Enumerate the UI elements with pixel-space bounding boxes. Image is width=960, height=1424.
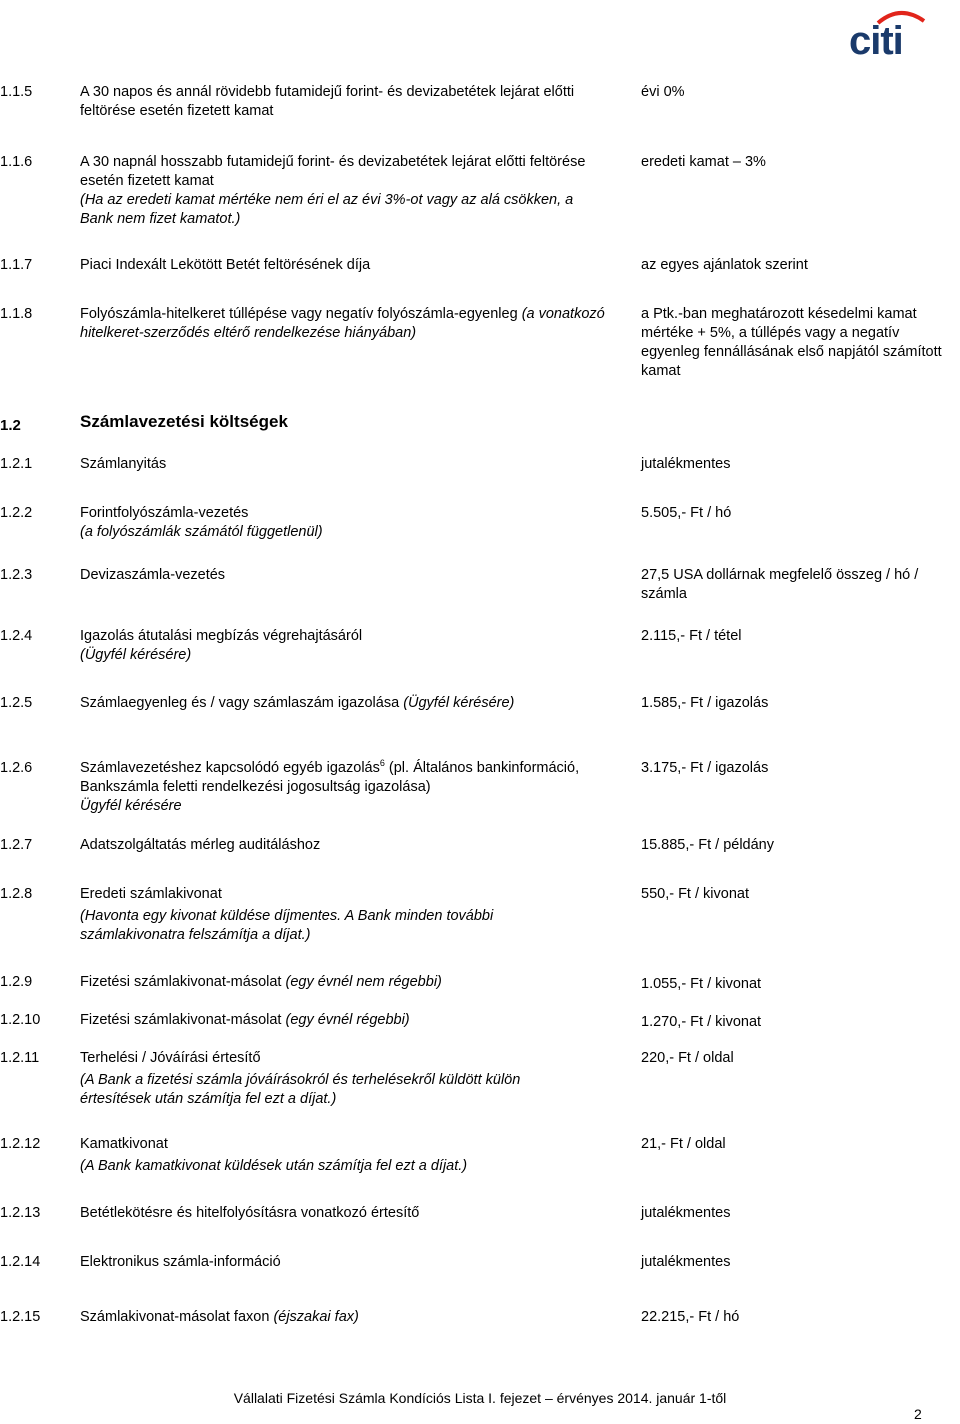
item-value: 550,- Ft / kivonat: [641, 886, 749, 902]
item-description: Piaci Indexált Lekötött Betét feltörésének díja: [80, 257, 371, 273]
item-description-block: [80, 1135, 620, 1176]
item-description-block: [80, 153, 600, 229]
item-number: 1.2.10: [0, 1012, 41, 1028]
item-number: 1.2.4: [0, 628, 33, 644]
item-number: 1.2.7: [0, 837, 33, 853]
item-note: (egy évnél nem régebbi): [285, 974, 442, 990]
item-value: jutalékmentes: [641, 1205, 731, 1221]
item-description: Adatszolgáltatás mérleg auditáláshoz: [80, 837, 321, 853]
item-note: (A Bank a fizetési számla jóváírásokról és terhelésekről küldött külön értesítések után számítja fel ezt a díjat.): [80, 1072, 521, 1107]
item-description: Számlakivonat-másolat faxon: [80, 1309, 270, 1325]
item-description: Számlavezetéshez kapcsolódó egyéb igazolás: [80, 760, 380, 776]
item-note: (Ügyfél kérésére): [403, 695, 515, 711]
page-number: 2: [914, 1406, 922, 1422]
logo-text: citi: [849, 19, 903, 58]
item-number: 1.1.5: [0, 84, 33, 100]
item-value: 21,- Ft / oldal: [641, 1136, 726, 1152]
item-description: Eredeti számlakivonat: [80, 886, 222, 902]
item-value: 27,5 USA dollárnak megfelelő összeg / hó / számla: [641, 567, 919, 602]
item-description: Forintfolyószámla-vezetés: [80, 505, 249, 521]
item-description: A 30 napnál hosszabb futamidejű forint- és devizabetétek lejárat előtti feltörése esetén fizetett kamat: [80, 154, 586, 189]
item-number: 1.2.8: [0, 886, 33, 902]
item-note: (Havonta egy kivonat küldése díjmentes. A Bank minden további számlakivonatra felszámítja a díjat.): [80, 908, 494, 943]
item-number: 1.2.6: [0, 760, 33, 776]
item-description-block: [80, 1049, 590, 1109]
section-number: 1.2: [0, 417, 21, 434]
item-number: 1.2.9: [0, 974, 33, 990]
item-description-block: [80, 1011, 620, 1030]
item-number: 1.2.15: [0, 1309, 41, 1325]
item-note: (egy évnél régebbi): [285, 1012, 410, 1028]
item-value: jutalékmentes: [641, 456, 731, 472]
item-number: 1.1.6: [0, 154, 33, 170]
footnote-marker: 6: [379, 758, 385, 769]
item-number: 1.2.5: [0, 695, 33, 711]
item-description: Igazolás átutalási megbízás végrehajtásáról: [80, 628, 363, 644]
item-value: 220,- Ft / oldal: [641, 1050, 734, 1066]
item-description-detail: (pl. Általános bankinformáció, Bankszámla feletti rendelkezési jogosultság igazolása): [80, 760, 580, 795]
item-note: (a vonatkozó hitelkeret-szerződés eltérő rendelkezése hiányában): [80, 306, 605, 341]
item-description: A 30 napos és annál rövidebb futamidejű forint- és devizabetétek lejárat előtti feltörése esetén fizetett kamat: [80, 84, 575, 119]
citi-logo: [848, 6, 930, 58]
item-description: Számlanyitás: [80, 456, 167, 472]
item-description: Fizetési számlakivonat-másolat: [80, 974, 282, 990]
item-value: jutalékmentes: [641, 1254, 731, 1270]
item-description-block: [80, 759, 605, 816]
item-number: 1.2.11: [0, 1050, 40, 1066]
item-description-block: [80, 305, 610, 343]
item-description: Fizetési számlakivonat-másolat: [80, 1012, 282, 1028]
item-description: Elektronikus számla-információ: [80, 1254, 281, 1270]
item-value: a Ptk.-ban meghatározott késedelmi kamat mértéke + 5%, a túllépés vagy a negatív egyenleg fennállásának első napjától számított kamat: [641, 306, 942, 379]
item-value: 5.505,- Ft / hó: [641, 505, 732, 521]
item-value: 3.175,- Ft / igazolás: [641, 760, 769, 776]
item-value: 1.055,- Ft / kivonat: [641, 976, 762, 992]
item-number: 1.2.2: [0, 505, 33, 521]
item-note: (Ügyfél kérésére): [80, 647, 192, 663]
item-value: 1.270,- Ft / kivonat: [641, 1014, 762, 1030]
item-number: 1.2.12: [0, 1136, 41, 1152]
item-description: Devizaszámla-vezetés: [80, 567, 226, 583]
item-description-block: [80, 694, 620, 713]
item-description-block: [80, 504, 620, 542]
item-value: 2.115,- Ft / tétel: [641, 628, 742, 644]
item-note: (Ha az eredeti kamat mértéke nem éri el az évi 3%-ot vagy az alá csökken, a Bank nem fizet kamatot.): [80, 192, 574, 227]
item-description-block: [80, 973, 620, 992]
item-description: Terhelési / Jóváírási értesítő: [80, 1050, 261, 1066]
item-value: 1.585,- Ft / igazolás: [641, 695, 769, 711]
section-title: Számlavezetési költségek: [80, 412, 288, 431]
item-value: 22.215,- Ft / hó: [641, 1309, 740, 1325]
item-note: (a folyószámlák számától függetlenül): [80, 524, 323, 540]
item-description-block: [80, 1308, 620, 1327]
item-description-block: [80, 627, 620, 665]
item-number: 1.1.7: [0, 257, 33, 273]
item-value: évi 0%: [641, 84, 685, 100]
item-description: Kamatkivonat: [80, 1136, 168, 1152]
item-value: eredeti kamat – 3%: [641, 154, 766, 170]
item-note: Ügyfél kérésére: [80, 798, 182, 814]
item-value: az egyes ajánlatok szerint: [641, 257, 808, 273]
item-number: 1.2.14: [0, 1254, 41, 1270]
page-footer: Vállalati Fizetési Számla Kondíciós Lista I. fejezet – érvényes 2014. január 1-től: [233, 1390, 727, 1406]
item-number: 1.1.8: [0, 306, 33, 322]
item-note: (éjszakai fax): [273, 1309, 359, 1325]
item-note: (A Bank kamatkivonat küldések után számítja fel ezt a díjat.): [80, 1158, 468, 1174]
item-description: Számlaegyenleg és / vagy számlaszám igazolása: [80, 695, 400, 711]
item-description-block: [80, 885, 580, 945]
item-number: 1.2.1: [0, 456, 33, 472]
item-description: Betétlekötésre és hitelfolyósításra vonatkozó értesítő: [80, 1205, 420, 1221]
item-description: Folyószámla-hitelkeret túllépése vagy negatív folyószámla-egyenleg: [80, 306, 518, 322]
item-value: 15.885,- Ft / példány: [641, 837, 774, 853]
item-number: 1.2.3: [0, 567, 33, 583]
item-number: 1.2.13: [0, 1205, 41, 1221]
